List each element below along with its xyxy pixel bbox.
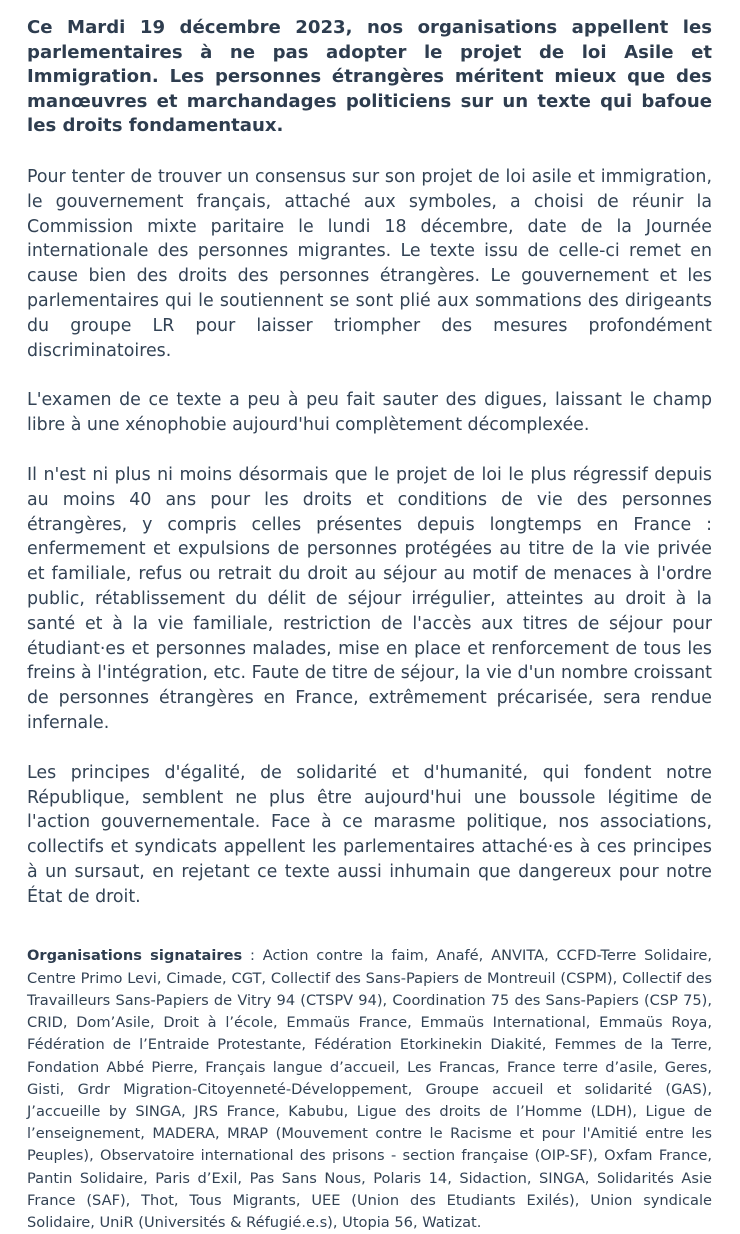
signatories-list: : Action contre la faim, Anafé, ANVITA, CCFD-Terre Solidaire, Centre Primo Levi, Cimade, CGT, Collectif des Sans-Papiers de Montreuil (CSPM), Collectif des Travailleurs Sans-Papiers de Vitry 94 (CTSPV 94), Coordination 75 des Sans-Papiers (CSP 75), CRID, Dom’Asile, Droit à l’école, Emmaüs France, Emmaüs International, Emmaüs Roya, Fédération de l’Entraide Protestante, Fédération Etorkinekin Diakité, Femmes de la Terre, Fondation Abbé Pierre, Français langue d’accueil, Les Francas, France terre d’asile, Geres, Gisti, Grdr Migration-Citoyenneté-Développement, Groupe accueil et solidarité (GAS), J’accueille by SINGA, JRS France, Kabubu, Ligue des droits de l’Homme (LDH), Ligue de l’enseignement, MADERA, MRAP (Mouvement contre le Racisme et pour l'Amitié entre les Peuples), Observatoire international des prisons - section française (OIP-SF), Oxfam France, Pantin Solidaire, Paris d’Exil, Pas Sans Nous, Polaris 14, Sidaction, SINGA, Solidarités Asie France (SAF), Thot, Tous Migrants, UEE (Union des Etudiants Exilés), Union syndicale Solidaire, UniR (Universités & Réfugié.e.s), Utopia 56, Watizat. — [27, 947, 713, 1231]
body-paragraph-4: Les principes d'égalité, de solidarité et d'humanité, qui fondent notre République, semblent ne plus être aujourd'hui une boussole légitime de l'action gouvernementale. Face à ce marasme politique, nos associations, collectifs et syndicats appellent les parlementaires attaché·es à ces principes à un sursaut, en rejetant ce texte aussi inhumain que dangereux pour notre État de droit. — [27, 762, 712, 907]
signatories-label: Organisations signataires — [27, 947, 243, 965]
signatories-paragraph — [27, 945, 712, 1234]
body-paragraph-1: Pour tenter de trouver un consensus sur son projet de loi asile et immigration, le gouvernement français, attaché aux symboles, a choisi de réunir la Commission mixte paritaire le lundi 18 décembre, date de la Journée internationale des personnes migrantes. Le texte issu de celle-ci remet en cause bien des droits des personnes étrangères. Le gouvernement et les parlementaires qui le soutiennent se sont plié aux sommations des dirigeants du groupe LR pour laisser triompher des mesures profondément discriminatoires. — [27, 166, 712, 361]
body-paragraph-2: L'examen de ce texte a peu à peu fait sauter des digues, laissant le champ libre à une xénophobie aujourd'hui complètement décomplexée. — [27, 390, 712, 436]
body-paragraph-3: Il n'est ni plus ni moins désormais que le projet de loi le plus régressif depuis au moins 40 ans pour les droits et conditions de vie des personnes étrangères, y compris celles présentes depuis longtemps en France : enfermement et expulsions de personnes protégées au titre de la vie privée et familiale, refus ou retrait du droit au séjour au motif de menaces à l'ordre public, rétablissement du délit de séjour irrégulier, atteintes au droit à la santé et à la vie familiale, restriction de l'accès aux titres de séjour pour étudiant·es et personnes malades, mise en place et renforcement de tous les freins à l'intégration, etc. Faute de titre de séjour, la vie d'un nombre croissant de personnes étrangères en France, extrêmement précarisée, sera rendue infernale. — [27, 464, 712, 733]
lead-paragraph: Ce Mardi 19 décembre 2023, nos organisations appellent les parlementaires à ne pas adopter le projet de loi Asile et Immigration. Les personnes étrangères méritent mieux que des manœuvres et marchandages politiciens sur un texte qui bafoue les droits fondamentaux. — [27, 17, 712, 137]
